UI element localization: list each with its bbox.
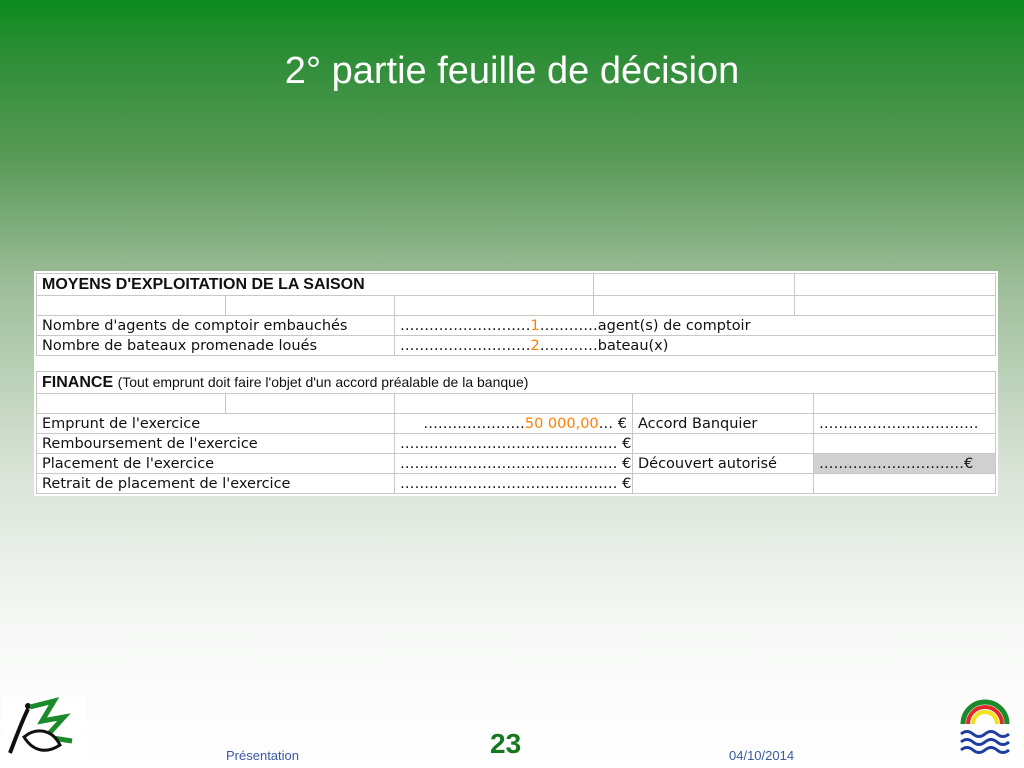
page-number: 23 — [490, 728, 522, 759]
row-value-cell[interactable]: ……………………………………… € — [395, 474, 633, 494]
row-label: Remboursement de l'exercice — [37, 434, 395, 454]
unit-label: bateau(x) — [597, 337, 669, 354]
moyens-table — [36, 273, 996, 356]
row-value-cell[interactable] — [395, 414, 633, 434]
boats-value: 2 — [530, 337, 540, 354]
unit-label: agent(s) de comptoir — [597, 317, 751, 334]
dots: ……………………… — [400, 317, 531, 334]
dots: ………… — [539, 337, 598, 354]
right-label: Découvert autorisé — [633, 454, 814, 474]
table-row — [37, 434, 996, 454]
row-label: Nombre d'agents de comptoir embauchés — [37, 316, 395, 336]
empty-cell — [633, 434, 814, 454]
empty-cell — [594, 296, 795, 316]
ic-logo-icon — [2, 697, 86, 759]
empty-cell — [226, 296, 395, 316]
empty-cell — [814, 474, 996, 494]
footer-presentation: Présentation — [226, 748, 299, 763]
emprunt-value: 50 000,00 — [524, 415, 599, 432]
moyens-header: MOYENS D'EXPLOITATION DE LA SAISON — [37, 274, 594, 296]
row-value-cell[interactable]: ……………………………………… € — [395, 434, 633, 454]
rainbow-waves-logo-icon — [957, 680, 1011, 760]
empty-cell — [37, 296, 226, 316]
empty-cell — [814, 434, 996, 454]
spreadsheet-area — [34, 271, 998, 496]
table-row — [37, 454, 996, 474]
row-label: Retrait de placement de l'exercice — [37, 474, 395, 494]
row-value-cell[interactable] — [395, 336, 996, 356]
agents-value: 1 — [530, 317, 540, 334]
empty-cell — [395, 394, 633, 414]
decouvert-value-cell[interactable]: …………………………€ — [814, 454, 996, 474]
table-row — [37, 414, 996, 434]
row-value-cell[interactable]: ……………………………………… € — [395, 454, 633, 474]
finance-title: FINANCE — [42, 374, 114, 391]
empty-cell — [226, 394, 395, 414]
accord-value-cell[interactable]: …………………………… — [814, 414, 996, 434]
empty-cell — [795, 274, 996, 296]
right-label: Accord Banquier — [633, 414, 814, 434]
row-label: Placement de l'exercice — [37, 454, 395, 474]
table-row — [37, 474, 996, 494]
dots: ………… — [539, 317, 598, 334]
footer-date: 04/10/2014 — [729, 748, 795, 763]
finance-table — [36, 371, 996, 494]
empty-cell — [814, 394, 996, 414]
empty-cell — [594, 274, 795, 296]
slide-title: 2° partie feuille de décision — [284, 50, 740, 92]
dots: ……………………… — [400, 337, 531, 354]
empty-cell — [37, 394, 226, 414]
empty-cell — [633, 474, 814, 494]
dots: ………………… — [423, 415, 525, 432]
empty-cell — [795, 296, 996, 316]
row-label: Nombre de bateaux promenade loués — [37, 336, 395, 356]
finance-header — [37, 372, 996, 394]
row-value-cell[interactable] — [395, 316, 996, 336]
empty-cell — [633, 394, 814, 414]
empty-cell — [395, 296, 594, 316]
finance-subtitle: (Tout emprunt doit faire l'objet d'un accord préalable de la banque) — [117, 374, 529, 390]
dots: … € — [598, 415, 627, 432]
table-row — [37, 316, 996, 336]
row-label: Emprunt de l'exercice — [37, 414, 395, 434]
table-row — [37, 336, 996, 356]
